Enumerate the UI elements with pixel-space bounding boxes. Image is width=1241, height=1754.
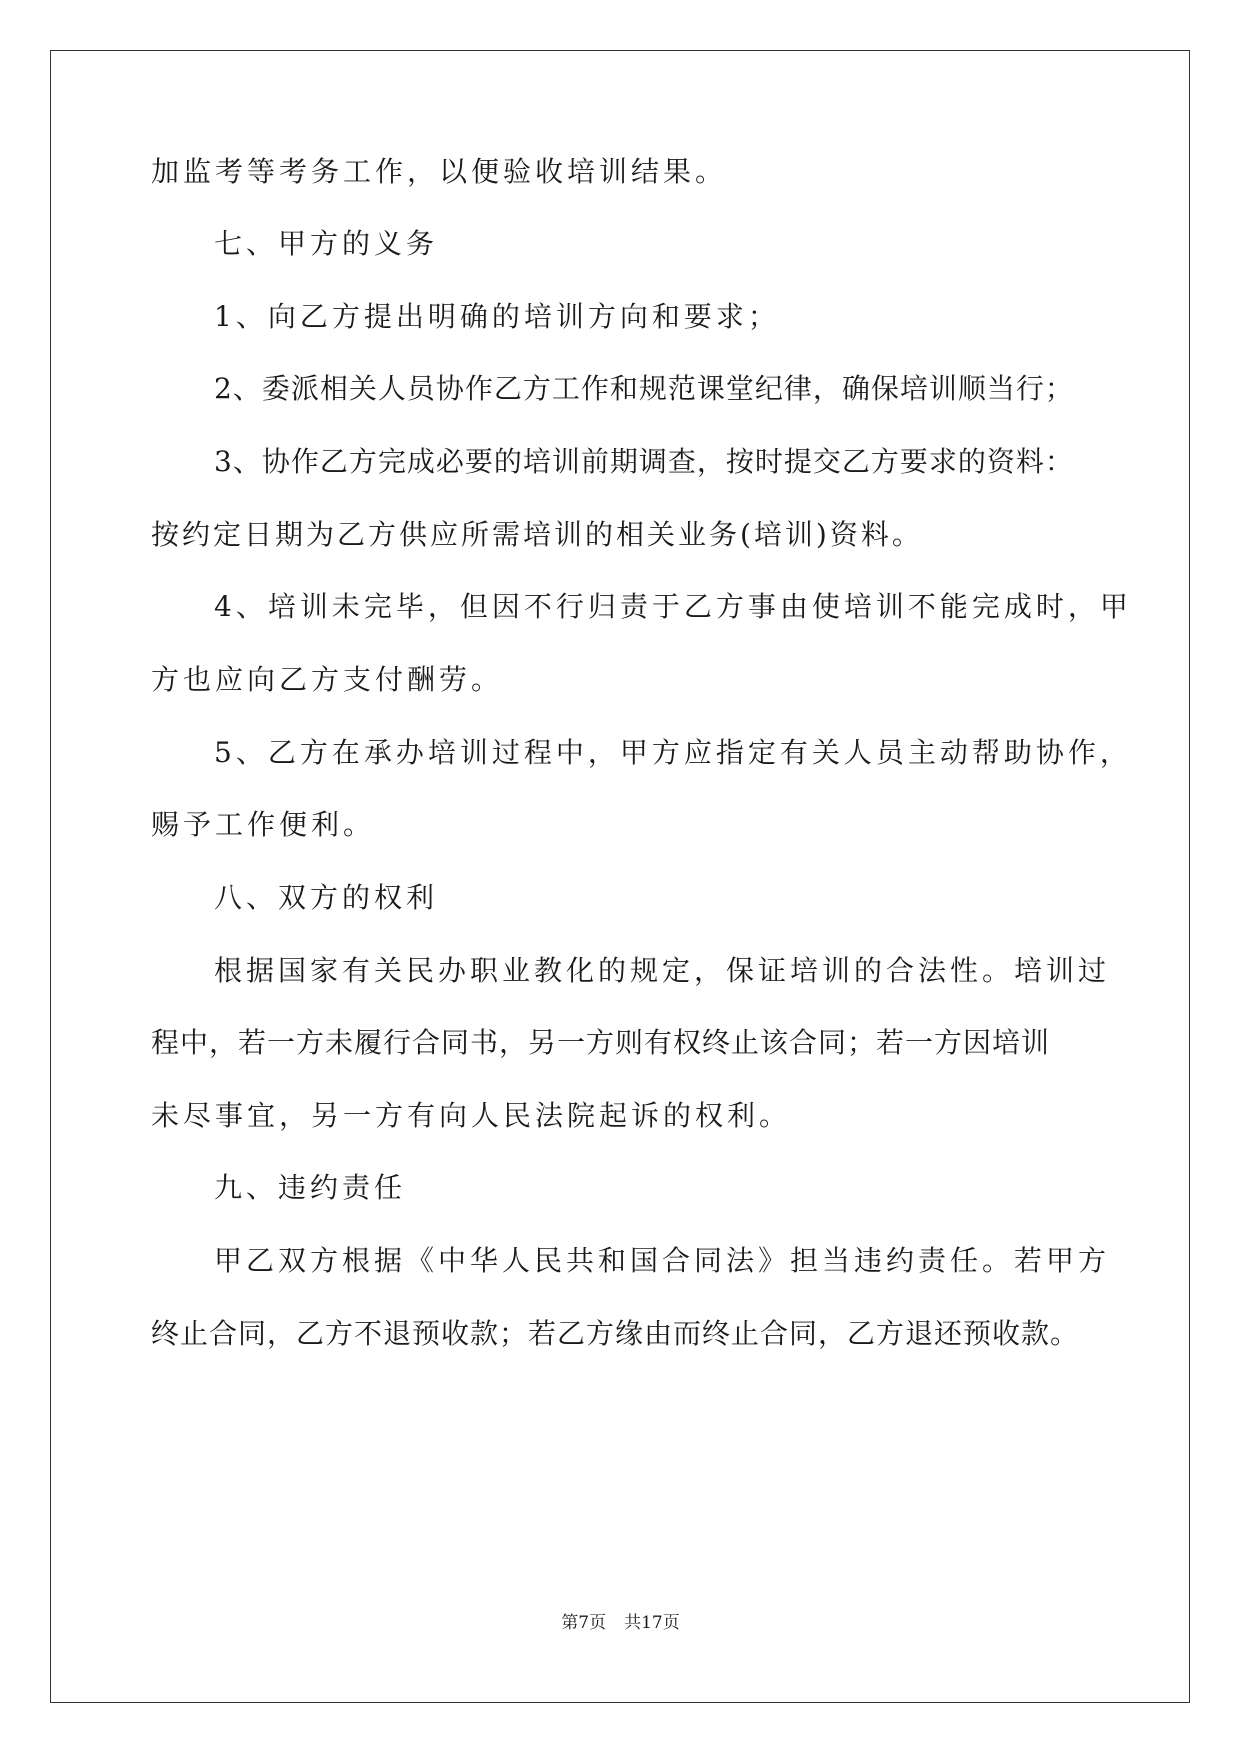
paragraph-rights-continued: 程中，若一方未履行合同书，另一方则有权终止该合同；若一方因培训 <box>151 1026 1051 1059</box>
paragraph-rights-continued-2: 未尽事宜，另一方有向人民法院起诉的权利。 <box>151 1099 792 1132</box>
section-heading-eight: 八、双方的权利 <box>214 881 439 914</box>
list-item-4: 4、培训未完毕，但因不行归责于乙方事由使培训不能完成时，甲 <box>214 590 1132 623</box>
page-total: 共17页 <box>624 1613 680 1633</box>
paragraph-liability: 甲乙双方根据《中华人民共和国合同法》担当违约责任。若甲方 <box>214 1244 1111 1277</box>
list-item-4-continued: 方也应向乙方支付酬劳。 <box>151 663 504 696</box>
section-heading-nine: 九、违约责任 <box>214 1171 407 1204</box>
list-item-5-continued: 赐予工作便利。 <box>151 808 376 841</box>
list-item-3-continued: 按约定日期为乙方供应所需培训的相关业务(培训)资料。 <box>151 518 923 551</box>
list-item-3: 3、协作乙方完成必要的培训前期调查，按时提交乙方要求的资料： <box>214 445 1074 478</box>
list-item-1: 1、向乙方提出明确的培训方向和要求； <box>214 300 780 333</box>
list-item-5: 5、乙方在承办培训过程中，甲方应指定有关人员主动帮助协作， <box>214 736 1132 769</box>
list-item-2: 2、委派相关人员协作乙方工作和规范课堂纪律，确保培训顺当行； <box>214 372 1074 405</box>
page-border <box>50 50 1190 1703</box>
paragraph-liability-continued: 终止合同，乙方不退预收款；若乙方缘由而终止合同，乙方退还预收款。 <box>151 1317 1080 1350</box>
page-number: 第7页 <box>561 1613 607 1633</box>
page-footer <box>0 1612 1241 1634</box>
section-heading-seven: 七、甲方的义务 <box>214 227 439 260</box>
paragraph-line: 加监考等考务工作，以便验收培训结果。 <box>151 155 728 188</box>
paragraph-rights: 根据国家有关民办职业教化的规定，保证培训的合法性。培训过 <box>214 954 1111 987</box>
